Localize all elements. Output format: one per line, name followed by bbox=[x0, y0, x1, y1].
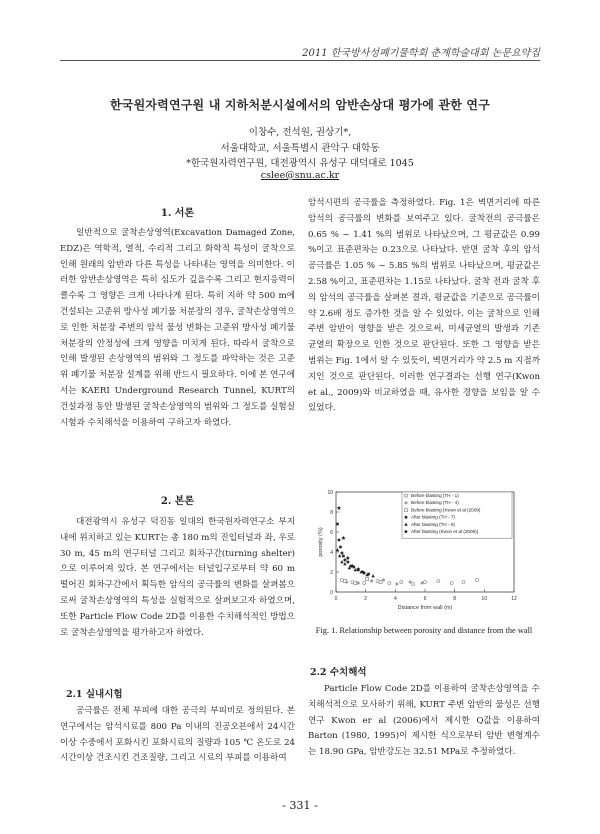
sub21-paragraph: 공극률은 전체 부피에 대한 공극의 부피비로 정의된다. 본 연구에서는 암석시료를 800 Pa 이내의 진공오븐에서 24시간 이상 수중에서 포화시킨 포화시료의 질량과 105 ℃ 온도로 24시간이상 건조시킨 건조질량, 그리고 시료의 부피를 이용하여 bbox=[60, 706, 295, 764]
data-point bbox=[339, 546, 342, 549]
data-point bbox=[379, 581, 382, 584]
legend-label: Before blasting (TH - 1) bbox=[411, 493, 459, 498]
data-point: ★ bbox=[340, 536, 347, 542]
data-point bbox=[338, 554, 341, 557]
legend-label: After blasting (TH - 9) bbox=[411, 521, 455, 527]
y-tick-label: 8 bbox=[330, 510, 333, 516]
data-point bbox=[421, 582, 424, 585]
right-text bbox=[308, 196, 540, 417]
data-point bbox=[475, 579, 478, 582]
data-point bbox=[351, 581, 354, 584]
figure-caption: Fig. 1. Relationship between porosity and distance from the wall bbox=[315, 626, 533, 635]
data-point bbox=[343, 562, 346, 565]
data-point bbox=[382, 579, 385, 582]
porosity-chart bbox=[314, 488, 534, 614]
data-point bbox=[370, 580, 373, 583]
data-point bbox=[343, 580, 346, 583]
intro-heading: 1. 서론 bbox=[160, 208, 195, 219]
data-point bbox=[424, 581, 427, 584]
data-point bbox=[357, 582, 360, 585]
data-point bbox=[340, 560, 343, 563]
x-tick-label: 4 bbox=[393, 596, 397, 602]
data-point: ★ bbox=[336, 506, 342, 512]
x-tick-label: 6 bbox=[423, 596, 427, 602]
data-point bbox=[336, 523, 339, 526]
x-tick-label: 12 bbox=[511, 596, 517, 602]
x-tick-label: 8 bbox=[453, 596, 457, 602]
sub22-text bbox=[308, 682, 540, 761]
legend-marker bbox=[405, 494, 408, 497]
data-point bbox=[395, 583, 398, 586]
data-point bbox=[354, 582, 357, 585]
sub22-heading: 2.2 수치해석 bbox=[310, 667, 367, 678]
data-point bbox=[376, 580, 379, 583]
affiliation-2: *한국원자력연구원, 대전광역시 유성구 대덕대로 1045 bbox=[186, 158, 414, 169]
data-point bbox=[388, 582, 391, 585]
x-tick-label: 2 bbox=[364, 596, 368, 602]
author-email: cslee@snu.ac.kr bbox=[260, 170, 340, 181]
body-text bbox=[60, 515, 295, 641]
legend-label: Before blasting (TH - 4) bbox=[411, 500, 459, 506]
data-point bbox=[363, 582, 366, 585]
page-number: - 331 - bbox=[282, 799, 318, 812]
intro-text bbox=[60, 226, 295, 431]
data-point bbox=[340, 552, 343, 555]
data-point bbox=[412, 583, 415, 586]
legend-label: After blasting (Kwon et al (2009)) bbox=[411, 529, 479, 534]
data-point bbox=[450, 582, 453, 585]
data-point: ★ bbox=[361, 571, 367, 577]
y-tick-label: 2 bbox=[330, 570, 333, 576]
data-point: ★ bbox=[349, 564, 356, 570]
legend-marker: ★ bbox=[403, 529, 409, 536]
data-point bbox=[409, 581, 412, 584]
y-tick-label: 6 bbox=[330, 530, 333, 536]
legend-marker bbox=[405, 516, 408, 519]
conference-header: 2011 한국방사성폐기물학회 춘계학술대회 논문요약집 bbox=[302, 48, 540, 59]
authors: 이창수, 전석원, 권상기*, bbox=[248, 127, 352, 138]
y-tick-label: 4 bbox=[330, 550, 333, 556]
data-point bbox=[371, 574, 374, 577]
legend-label: Before blasting (Kwon et al (2009) bbox=[411, 507, 481, 513]
sub22-paragraph: Particle Flow Code 2D를 이용하여 굴착손상영역을 수치해석적으로 모사하기 위해, KURT 주변 암반의 물성은 선행연구 Kwon er al (2006)에서 제시한 Q값을 이용하여 Barton (1980, 1995)이 제시한 식으로부터 암반 변형계수는 18.90 GPa, 암반강도는 32.51 MPa로 추정하였다. bbox=[308, 684, 540, 758]
sub21-text bbox=[60, 704, 295, 767]
y-tick-label: 10 bbox=[327, 490, 333, 496]
data-point: ★ bbox=[345, 556, 351, 562]
data-point bbox=[340, 579, 343, 582]
legend-label: After blasting (TH - 7) bbox=[411, 514, 455, 520]
x-tick-label: 10 bbox=[481, 596, 488, 602]
legend-marker bbox=[405, 501, 408, 504]
paper-title: 한국원자력연구원 내 지하처분시설에서의 암반손상대 평가에 관한 연구 bbox=[109, 98, 491, 112]
data-point bbox=[462, 581, 465, 584]
y-axis-label: porosity (%) bbox=[318, 527, 324, 557]
sub21-heading: 2.1 실내시험 bbox=[66, 689, 123, 700]
header-rule bbox=[60, 60, 540, 61]
legend-marker bbox=[405, 509, 408, 512]
data-point bbox=[437, 580, 440, 583]
intro-paragraph: 일반적으로 굴착손상영역(Excavation Damaged Zone, EDZ)은 역학적, 열적, 수리적 그리고 화학적 특성이 굴착으로 인해 원래의 암반과 다른 특성을 나타내는 영역을 의미한다. 이러한 암반손상영역은 특히 심도가 깊을수록 그리고 현지응력이 클수록 그 영향은 크게 나타나게 된다. 특히 지하 약 500 m에 건설되는 고준위 방사성 폐기물 처분장의 경우, 굴착손상영역으로 인한 처분장 주변의 암석 물성 변화는 고준위 방사성 폐기물 처분장의 안정성에 크게 영향을 미치게 된다. 따라서 굴착으로 인해 발생된 손상영역의 범위와 그 정도를 파악하는 것은 고준위 폐기물 처분장 설계를 위해 반드시 필요하다. 이에 본 연구에서는 KAERI Underground Research Tunnel, KURT의 건설과정 동안 발생된 굴착손상영역의 범위와 그 정도를 실험실 시험과 수치해석을 이용하여 구하고자 하였다. bbox=[60, 228, 295, 428]
right-paragraph: 암석시편의 공극률을 측정하였다. Fig. 1은 벽면거리에 따른 암석의 공극률의 변화를 보여주고 있다. 굴착전의 공극률은 0.65 % ~ 1.41 %의 범위로 나타났으며, 그 평균값은 0.99 %이고 표준편차는 0.23으로 나타났다. 반면 굴착 후의 암석 공극률은 1.05 % ~ 5.85 %의 범위로 나타났으며, 평균값은 2.58 %이고, 표준편차는 1.15로 나타났다. 굴착 전과 굴착 후의 암석의 공극률을 살펴본 결과, 평균값을 기준으로 공극률이 약 2.6배 정도 증가한 것을 알 수 있었다. 이는 굴착으로 인해 주변 암반이 영향을 받은 것으로써, 미세균열의 발생과 기존 균열의 확장으로 인한 것으로 판단된다. 또한 그 영향을 받은 범위는 Fig. 1에서 알 수 있듯이, 벽면거리가 약 2.5 m 지점까지인 것으로 판단된다. 이러한 연구결과는 선행 연구(Kwon et al., 2009)와 비교하였을 때, 유사한 경향을 보임을 알 수 있었다. bbox=[308, 198, 541, 414]
x-axis-label: Distance from wall (m) bbox=[397, 605, 453, 611]
y-tick-label: 0 bbox=[330, 590, 333, 596]
data-point bbox=[400, 581, 403, 584]
data-point: ★ bbox=[355, 567, 361, 573]
body-heading: 2. 본론 bbox=[160, 496, 195, 507]
affiliation-1: 서울대학교, 서울특별시 관악구 대학동 bbox=[220, 143, 380, 154]
x-tick-label: 0 bbox=[334, 596, 338, 602]
data-point bbox=[366, 578, 369, 581]
body-paragraph: 대전광역시 유성구 덕진동 일대의 한국원자력연구소 부지 내에 위치하고 있는 KURT는 총 180 m의 진입터널과 좌, 우로 30 m, 45 m의 연구터널 그리고 회차구간(turning shelter)으로 이루어져 있다. 본 연구에서는 터널입구로부터 약 60 m 떨어진 회차구간에서 획득한 암석의 공극률의 변화를 살펴봄으로써 굴착손상영역의 특성을 실험적으로 살펴보고자 하였으며, 또한 Particle Flow Code 2D를 이용한 수치해석적인 방법으로 굴착손상영역을 평가하고자 하였다. bbox=[60, 517, 296, 638]
